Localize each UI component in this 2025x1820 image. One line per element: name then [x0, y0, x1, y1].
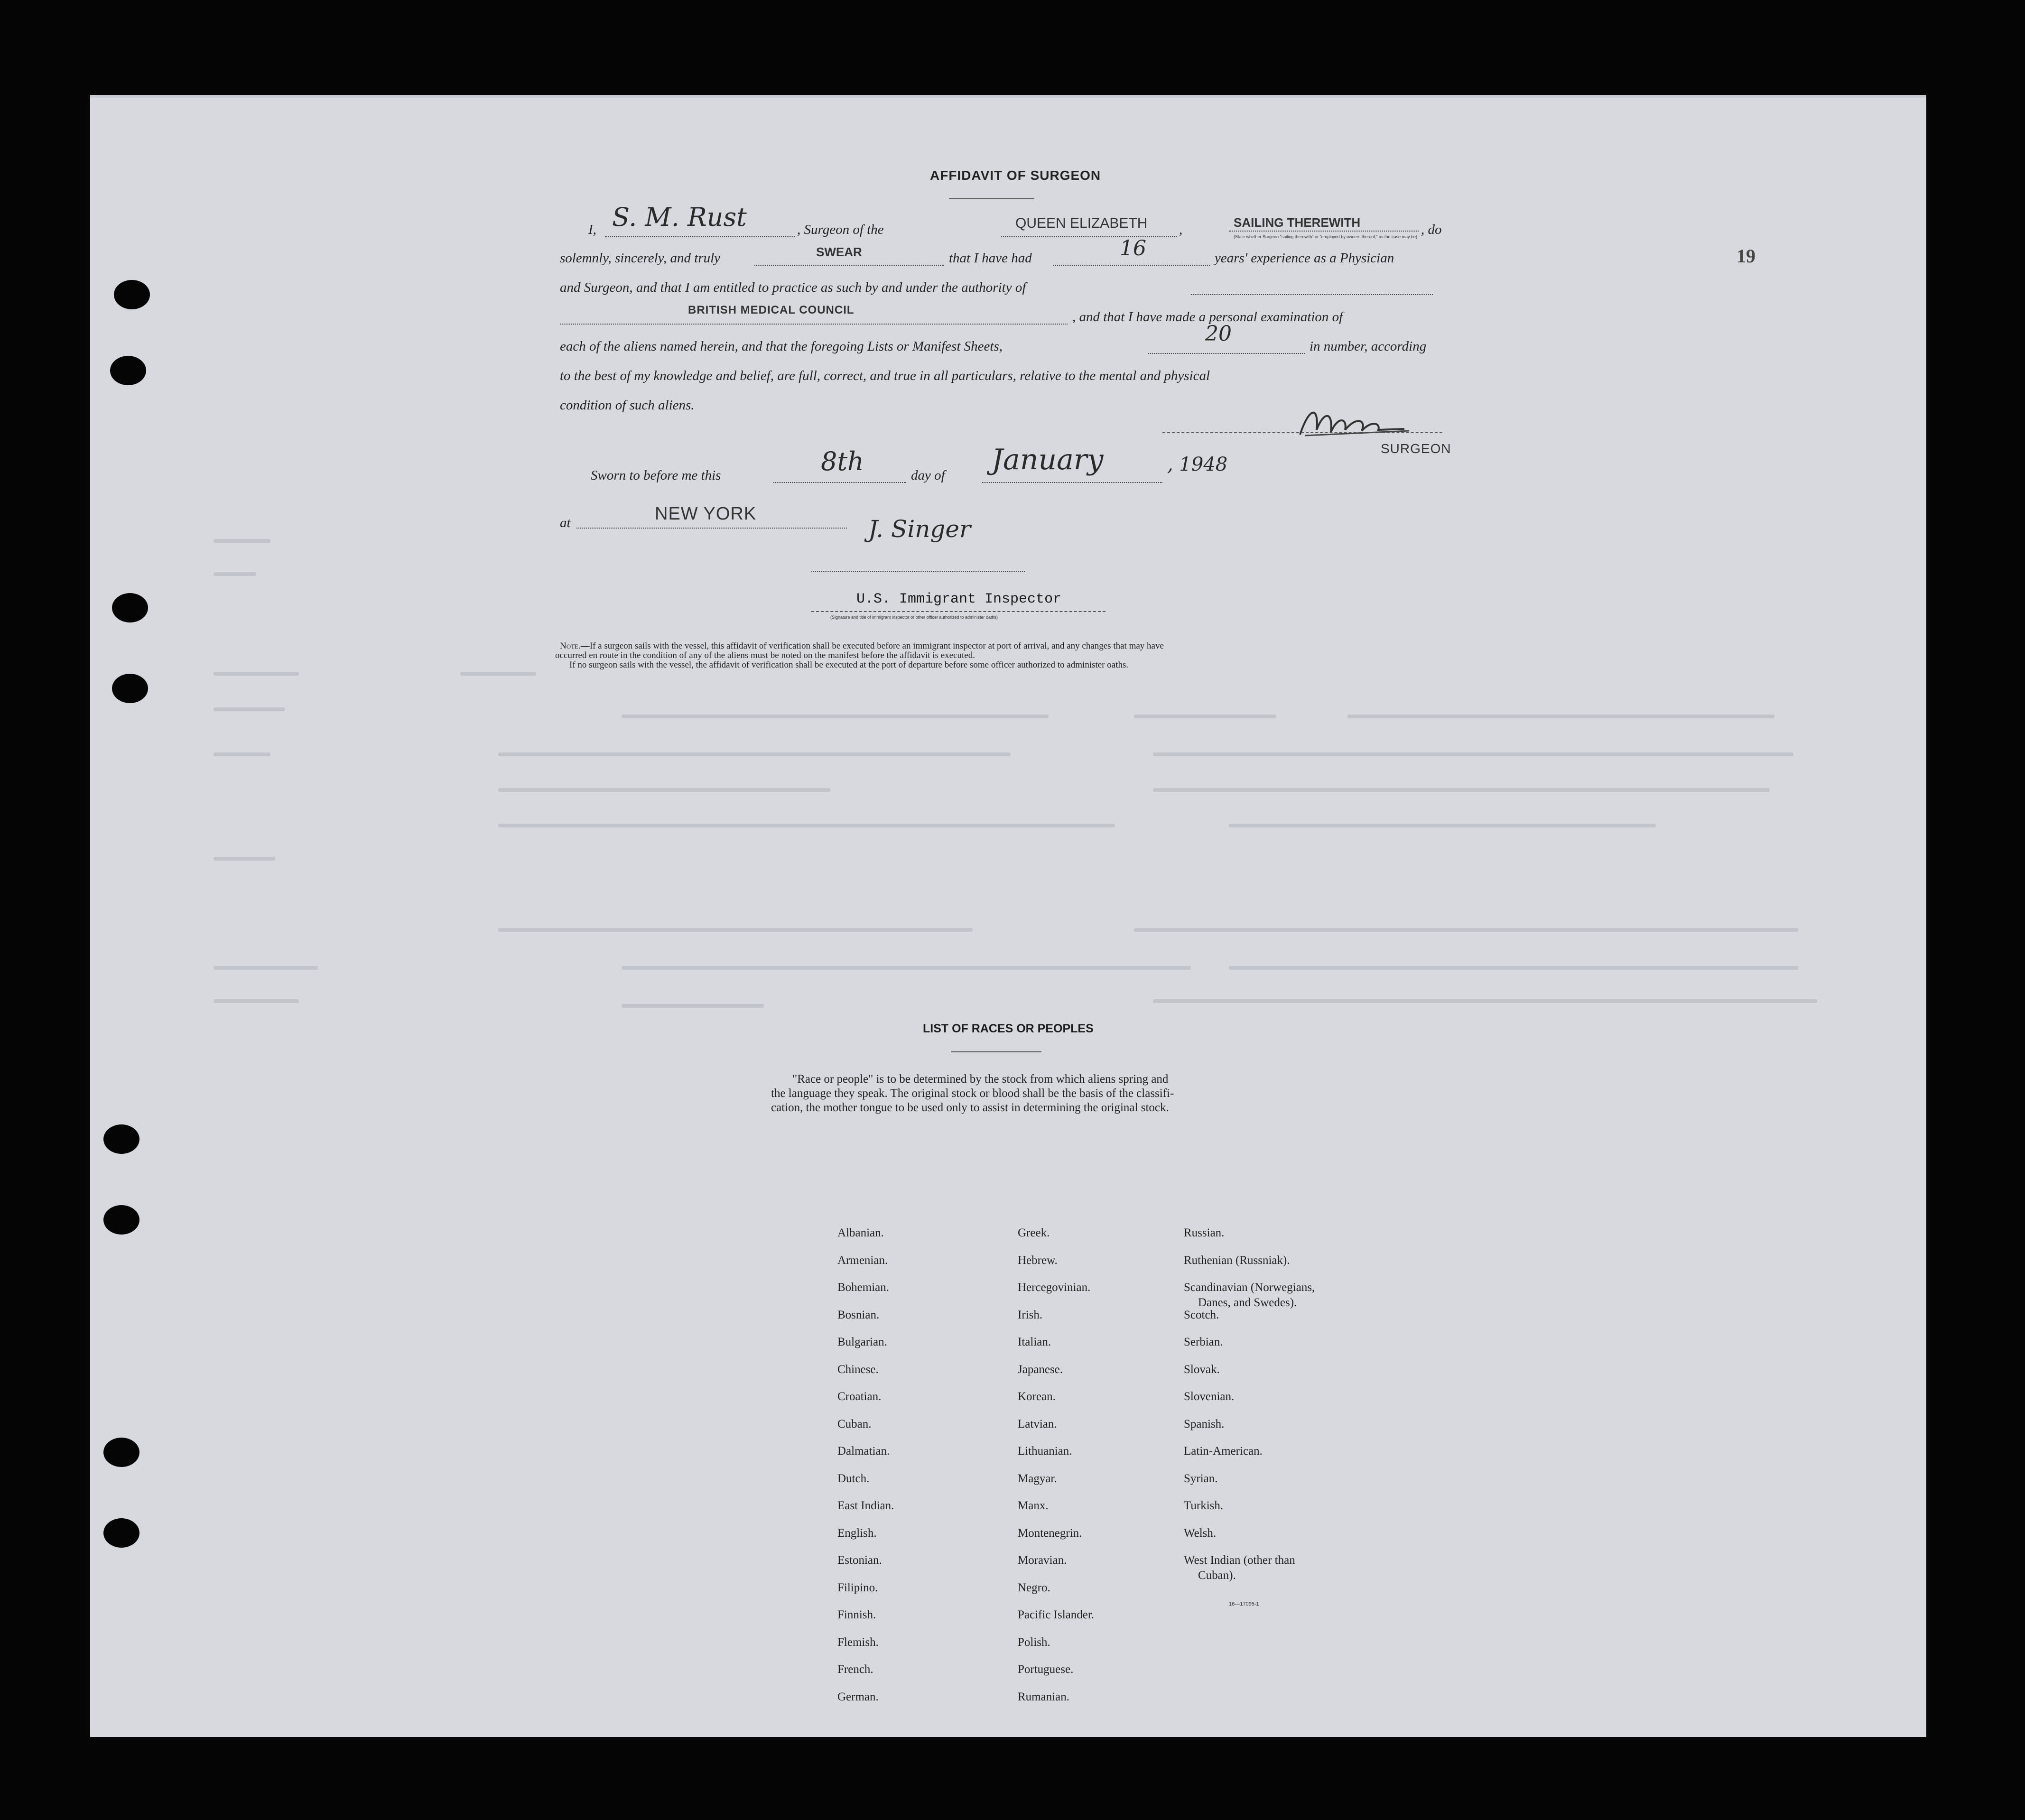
race-item: Pacific Islander.: [1018, 1608, 1095, 1621]
line2-suffix: years' experience as a Physician: [1215, 251, 1394, 266]
race-item: Hercegovinian.: [1018, 1281, 1091, 1294]
race-item: Portuguese.: [1018, 1663, 1074, 1676]
race-item: Albanian.: [837, 1226, 884, 1239]
race-item: Ruthenian (Russniak).: [1184, 1254, 1290, 1267]
years-value: 16: [1120, 236, 1146, 260]
race-item: Italian.: [1018, 1336, 1051, 1348]
i-label: I,: [588, 222, 596, 237]
surgeon-name: S. M. Rust: [612, 202, 747, 232]
race-item: Bulgarian.: [837, 1336, 887, 1348]
authority: BRITISH MEDICAL COUNCIL: [688, 304, 855, 316]
sheets-count: 20: [1205, 322, 1232, 346]
note-line3: If no surgeon sails with the vessel, the affidavit of verification shall be executed at the port of departure before some officer authorized to administer oaths.: [569, 660, 1129, 670]
line7: condition of such aliens.: [560, 398, 695, 413]
sworn-year: , 1948: [1167, 454, 1228, 475]
race-item: German.: [837, 1690, 879, 1703]
race-item: French.: [837, 1663, 873, 1676]
surgeon-of-label: , Surgeon of the: [797, 222, 884, 237]
race-item: Montenegrin.: [1018, 1526, 1082, 1540]
race-item: Scotch.: [1184, 1308, 1219, 1321]
surgeon-label: SURGEON: [1381, 441, 1451, 456]
race-item: West Indian (other than: [1184, 1554, 1295, 1567]
state-instruction: (State whether Surgeon "sailing therewith" or "employed by owners thereof," as the case may be): [1234, 234, 1417, 239]
location: NEW YORK: [655, 504, 757, 524]
race-item: Bosnian.: [837, 1308, 880, 1321]
race-item: Dalmatian.: [837, 1445, 890, 1458]
line5-prefix: each of the aliens named herein, and that the foregoing Lists or Manifest Sheets,: [560, 339, 1003, 354]
inspector-signature: J. Singer: [868, 515, 971, 543]
race-item: Estonian.: [837, 1554, 882, 1567]
race-item: Bohemian.: [837, 1281, 890, 1294]
inspector-caption: (Signature and title of immigrant inspector or other officer authorized to administer oaths): [830, 615, 998, 620]
race-item: Turkish.: [1184, 1499, 1224, 1512]
note-line1: Note.—If a surgeon sails with the vessel, this affidavit of verification shall be executed before an immigrant inspector at port of arrival, and any changes that may have: [560, 641, 1164, 651]
race-item-continuation: Danes, and Swedes).: [1198, 1296, 1297, 1309]
race-item: Polish.: [1018, 1635, 1050, 1649]
race-item: Armenian.: [837, 1254, 888, 1267]
race-item: Croatian.: [837, 1390, 882, 1403]
manifest-sheet: 19 AFFIDAVIT OF SURGEON I, S. M. Rust , Surgeon of the QUEEN ELIZABETH , SAILING THEREWITH , do (State whether Surgeon "sailing therewith" or "employed by owners thereof," as the case may be) solemnly, sincerely, and truly SWEAR that I have had 16 years' experience as a Physician and Surgeon, and that I am entitled to practice as such by and under the authority of BRITISH MEDICAL COUNCIL , and that I have made a personal examination of each of the aliens named herein, and that the foregoing Lists or Manifest Sheets, 20 in number, according to the best of my knowledge and belief, are full, correct, and true in all particulars, relative to the mental and physical condition of such aliens. SURGEON Sworn to before me this 8th day of January , 1948 at NEW YORK J. Singer U.S. Immigrant Inspector (Signature and title of immigrant inspector or other officer authorized to administer oaths) Note.—If a surgeon sails with the vessel, this affidavit of verification shall be executed before an immigrant inspector at port of arrival, and any changes that may have occurred en route in the condition of any of the aliens must be noted on the manifest before the affidavit is executed. If no surgeon sails with the vessel, the affidavit of verification shall be executed at the port of departure before some officer authorized to administer oaths. LIST OF RACES OR PEOPLES "Race or people" is to be determined by the stock from which aliens spring and the language they speak. The original stock or blood shall be the basis of the classifi- cation, the mother tongue to be used only to assist in determining the original stock. Albanian. Armenian. Bohemian. Bosnian. Bulgarian. Chinese. Croatian. Cuban. Dalmatian. Dutch. East Indian. English. Estonian. Filipino. Finnish. Flemish. French. German. Greek. Hebrew. Hercegovinian. Irish. Italian. Japanese. Korean. Latvian. Lithuanian. Magyar. Manx. Montenegrin. Moravian. Negro. Pacific Islander. Polish. Portuguese. Rumanian. Russian. Ruthenian (Russniak). Scandinavian (Norwegians, Scotch. Serbian. Slovak. Slovenian. Spanish. Latin-American. Syrian. Turkish. Welsh. West Indian (other than Danes, and Swedes). Cuban). 16—17095-1: [90, 95, 1926, 1737]
race-item: Syrian.: [1184, 1472, 1218, 1485]
line5-suffix: in number, according: [1310, 339, 1427, 354]
race-item: Dutch.: [837, 1472, 870, 1485]
race-item: Welsh.: [1184, 1526, 1217, 1540]
note-label: Note.: [560, 641, 581, 651]
race-item: Scandinavian (Norwegians,: [1184, 1281, 1315, 1294]
race-item: Rumanian.: [1018, 1690, 1070, 1703]
inspector-title: U.S. Immigrant Inspector: [856, 591, 1062, 607]
race-item: Negro.: [1018, 1581, 1050, 1594]
race-item: Korean.: [1018, 1390, 1056, 1403]
race-item: Slovak.: [1184, 1363, 1220, 1376]
affidavit-title: AFFIDAVIT OF SURGEON: [930, 168, 1101, 183]
race-item: Latin-American.: [1184, 1445, 1263, 1458]
race-item: Flemish.: [837, 1635, 879, 1649]
race-item: Filipino.: [837, 1581, 878, 1594]
line4-suffix: , and that I have made a personal examination of: [1072, 309, 1343, 325]
sworn-prefix: Sworn to before me this: [591, 468, 721, 483]
races-intro: "Race or people" is to be determined by the stock from which aliens spring and the language they speak. The original stock or blood shall be the basis of the classifi- cation, the mother tongue to be used only to assist in determining the original stock.: [771, 1073, 1174, 1114]
line2-middle: that I have had: [949, 251, 1032, 266]
race-item: Cuban.: [837, 1417, 872, 1430]
sworn-day: 8th: [821, 446, 864, 476]
race-item: Moravian.: [1018, 1554, 1067, 1567]
sworn-month: January: [992, 443, 1104, 476]
surgeon-signature: [1291, 401, 1442, 444]
race-item: Latvian.: [1018, 1417, 1057, 1430]
sailing-status: SAILING THEREWITH: [1234, 215, 1361, 230]
race-item: Serbian.: [1184, 1336, 1223, 1348]
race-item: Greek.: [1018, 1226, 1050, 1239]
race-item: East Indian.: [837, 1499, 894, 1512]
line3: and Surgeon, and that I am entitled to practice as such by and under the authority of: [560, 280, 1026, 295]
race-item: Hebrew.: [1018, 1254, 1058, 1267]
races-title: LIST OF RACES OR PEOPLES: [923, 1022, 1094, 1035]
form-number: 16—17095-1: [1229, 1601, 1259, 1607]
line2-prefix: solemnly, sincerely, and truly: [560, 251, 721, 266]
race-item: Lithuanian.: [1018, 1445, 1072, 1458]
race-item: Finnish.: [837, 1608, 876, 1621]
race-item: Japanese.: [1018, 1363, 1063, 1376]
note-line2: occurred en route in the condition of any of the aliens must be noted on the manifest before the affidavit is executed.: [555, 650, 975, 660]
race-item: Spanish.: [1184, 1417, 1225, 1430]
race-item: English.: [837, 1526, 877, 1540]
page-number: 19: [1737, 245, 1756, 267]
do-label: , do: [1421, 222, 1442, 237]
oath-word: SWEAR: [816, 245, 862, 259]
race-item: Chinese.: [837, 1363, 879, 1376]
race-item: Slovenian.: [1184, 1390, 1235, 1403]
line6: to the best of my knowledge and belief, are full, correct, and true in all particulars, relative to the mental and physical: [560, 368, 1210, 383]
race-item-continuation: Cuban).: [1198, 1569, 1236, 1582]
race-item: Russian.: [1184, 1226, 1225, 1239]
race-item: Irish.: [1018, 1308, 1043, 1321]
at-label: at: [560, 515, 571, 530]
race-item: Magyar.: [1018, 1472, 1057, 1485]
day-of-label: day of: [911, 468, 945, 483]
ship-name: QUEEN ELIZABETH: [1015, 215, 1148, 231]
race-item: Manx.: [1018, 1499, 1049, 1512]
